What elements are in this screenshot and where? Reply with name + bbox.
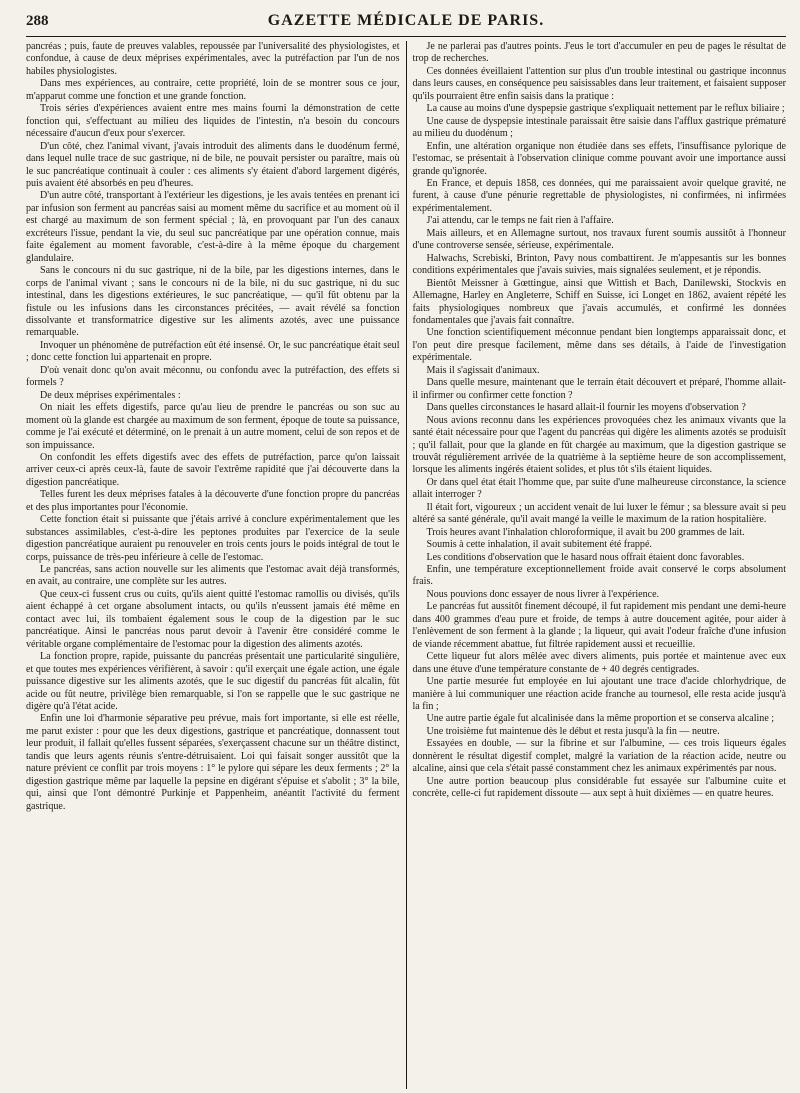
- paragraph: Nous avions reconnu dans les expériences provoquées chez les animaux vivants que la santé était nécessaire pour que l'agent du pancréas qui digère les aliments azotés se produisît ; qu'il fallait, pour que la glande en fût chargée au maximum, que la digestion gastrique se trouvât régulièrement arrivée de la quatrième à la septième heure de son accomplissement, lorsque les aliments ingérés étaient solides, et plus tôt s'ils étaient liquides.: [412, 414, 786, 476]
- paragraph: D'où venait donc qu'on avait méconnu, ou confondu avec la putréfaction, des effets si formels ?: [26, 364, 400, 389]
- page-header: [26, 12, 786, 37]
- left-column: [26, 41, 406, 1089]
- paragraph: Dans quelles circonstances le hasard allait-il fournir les moyens d'observation ?: [426, 402, 746, 414]
- paragraph: Une autre partie égale fut alcalinisée dans la même proportion et se conserva alcaline ;: [426, 713, 775, 725]
- right-column: [407, 41, 787, 1089]
- paragraph: Enfin une loi d'harmonie séparative peu prévue, mais fort importante, si elle est réelle, me parut exister : pour que les deux digestions, gastrique et pancréatique, donnassent tout leur produit, il fallait qu'elles fussent séparées, s'exerçassent chacune sur un théâtre distinct, tandis que leurs agents réunis s'entre-détruisaient. Loi qui faisait songer aussitôt que la nature prévient ce conflit par trois moyens : 1° le pylore qui sépare les deux ferments ; 2° la digestion gastrique même par laquelle la pepsine en digérant s'épuise et s'abolit ; 3° la bile, qui, ainsi que l'ont démontré Purkinje et Pappenheim, anéantit l'activité du ferment gastrique.: [26, 713, 400, 812]
- paragraph: Une fonction scientifiquement méconnue pendant bien longtemps apparaissait donc, et l'on peut dire presque facilement, même dans ses détails, à l'aide de l'investigation expérimentale.: [412, 327, 786, 364]
- paragraph: Que ceux-ci fussent crus ou cuits, qu'ils aient quitté l'estomac ramollis ou divisés, qu'ils aient échappé à cet organe absolument intacts, ou qu'ils n'eussent jamais été même en contact avec lui, ils tombaient également sous le coup de la digestion par le suc pancréatique. Ainsi le pancréas nous parut devoir à l'avenir être considéré comme le véritable organe complémentaire de l'estomac pour la digestion des aliments azotés.: [26, 588, 400, 650]
- text-columns: [26, 41, 786, 1089]
- paragraph: Essayées en double, — sur la fibrine et sur l'albumine, — ces trois liqueurs égales donnèrent le résultat digestif complet, malgré la variation de la réaction acide, neutre ou alcaline, ainsi que cela s'était passé constamment chez les animaux expérimentés par nous.: [412, 738, 786, 775]
- paragraph: pancréas ; puis, faute de preuves valables, repoussée par l'universalité des physiologistes, et confondue, à cause de deux méprises expérimentales, avec la putréfaction par l'un de nos habiles physiologistes.: [26, 41, 400, 77]
- paragraph: Or dans quel état était l'homme que, par suite d'une malheureuse circonstance, la science allait interroger ?: [412, 476, 786, 501]
- paragraph: Cette liqueur fut alors mêlée avec divers aliments, puis portée et maintenue avec eux dans une étuve d'une température constante de + 40 degrés centigrades.: [412, 651, 786, 675]
- paragraph: J'ai attendu, car le temps ne fait rien à l'affaire.: [426, 215, 614, 227]
- paragraph: On niait les effets digestifs, parce qu'au lieu de prendre le pancréas ou son suc au moment où la glande est chargée au maximum de son ferment, époque de toute sa puissance, comme je l'ai exécuté et déterminé, on le prenait à un autre moment, celui de son repos et de son impuissance.: [26, 402, 400, 451]
- paragraph: D'un côté, chez l'animal vivant, j'avais introduit des aliments dans le duodénum fermé, dans lequel nulle trace de suc gastrique, ni de bile, ne pouvait persister ou paraître, mais où le suc pancréatique continuait à couler : ces aliments s'y étaient d'abord largement digérés, puis avaient été absorbés en peu d'heures.: [26, 140, 400, 189]
- paragraph: Le pancréas fut aussitôt finement découpé, il fut rapidement mis pendant une demi-heure dans 400 grammes d'eau pure et froide, de temps à autre doucement agitée, pour aider à l'enlèvement de son ferment à la glande ; la liqueur, qui avait l'odeur fraîche d'une infusion de viande récemment abattue, fut filtrée rapidement aussi et recueillie.: [412, 601, 786, 650]
- paragraph: Telles furent les deux méprises fatales à la découverte d'une fonction propre du pancréas et des plus importantes pour l'économie.: [26, 489, 400, 513]
- paragraph: Mais il s'agissait d'animaux.: [426, 364, 540, 376]
- paragraph: Trois séries d'expériences avaient entre mes mains fourni la démonstration de cette fonction qui, s'effectuant au milieu des liquides de l'intestin, n'a besoin du concours nécessaire d'aucun d'eux pour s'exercer.: [26, 103, 400, 140]
- paragraph: Cette fonction était si puissante que j'étais arrivé à conclure expérimentalement que les substances assimilables, c'est-à-dire les peptones produites par l'exercice de la seule digestion pancréatique auraient pu renouveler en trois cents jours le poids intégral de tout le corps, puissance de très-peu inférieure à celle de l'estomac.: [26, 514, 400, 563]
- paragraph: Il était fort, vigoureux ; un accident venait de lui luxer le fémur ; sa blessure avait si peu altéré sa santé générale, qu'il avait mangé la veille le maximum de la ration hospitalière.: [412, 501, 786, 526]
- paragraph: Soumis à cette inhalation, il avait subitement été frappé.: [426, 539, 652, 551]
- paragraph: La cause au moins d'une dyspepsie gastrique s'expliquait nettement par le reflux biliaire ;: [426, 103, 785, 115]
- paragraph: Je ne parlerai pas d'autres points. J'eus le tort d'accumuler en peu de pages le résultat de trop de recherches.: [412, 41, 786, 65]
- paragraph: Ces données éveillaient l'attention sur plus d'un trouble intestinal ou gastrique inconnus dans leurs causes, en conséquence peu saisissables dans leur traitement, et faisaient supposer qu'ils pourraient être enfin saisis dans la pratique :: [412, 65, 786, 102]
- paragraph: Enfin, une température exceptionnellement froide avait conservé le corps absolument frais.: [412, 564, 786, 588]
- paragraph: Dans mes expériences, au contraire, cette propriété, loin de se montrer sous ce jour, m'apparut comme une fonction et une grande fonction.: [26, 78, 400, 102]
- paragraph: De deux méprises expérimentales :: [40, 389, 181, 401]
- paragraph: La fonction propre, rapide, puissante du pancréas présentait une particularité singulière, et que toutes mes expériences vérifièrent, à savoir : qu'il exerçait une égale action, une égale puissance digestive sur les aliments azotés, que le suc digestif du pancréas fût alcalin, fût acide ou fût neutre, privilège bien remarquable, si l'on se rappelle que le suc gastrique ne digère qu'à l'état acide.: [26, 651, 400, 713]
- paragraph: Le pancréas, sans action nouvelle sur les aliments que l'estomac avait déjà transformés, en avait, au contraire, une complète sur les autres.: [26, 564, 400, 588]
- paragraph: Les conditions d'observation que le hasard nous offrait étaient donc favorables.: [426, 551, 745, 563]
- paragraph: En France, et depuis 1858, ces données, qui me paraissaient avoir quelque gravité, ne furent, à cause d'une pénurie regrettable de physiologistes, ni confirmées, ni infirmées expérimentalement.: [412, 177, 786, 214]
- paragraph: Invoquer un phénomène de putréfaction eût été insensé. Or, le suc pancréatique était seul ; donc cette fonction lui appartenait en propre.: [26, 339, 400, 364]
- paragraph: Halwachs, Screbiski, Brinton, Pavy nous combattirent. Je m'appesantis sur les bonnes conditions expérimentales que j'avais suivies, mais signalées seulement, et je répondis.: [412, 252, 786, 277]
- paragraph: Une autre portion beaucoup plus considérable fut essayée sur l'albumine cuite et concrète, celle-ci fut rapidement dissoute — aux sept à huit dixièmes — en quatre heures.: [412, 775, 786, 800]
- paragraph: Trois heures avant l'inhalation chloroformique, il avait bu 200 grammes de lait.: [426, 526, 745, 538]
- paragraph: Une cause de dyspepsie intestinale paraissait être saisie dans l'afflux gastrique prématuré au milieu du duodénum ;: [412, 115, 786, 140]
- paragraph: Sans le concours ni du suc gastrique, ni de la bile, par les digestions internes, dans le corps de l'animal vivant ; sans le concours ni de la bile, ni du suc gastrique, ni du suc intestinal, dans les digestions extérieures, le suc pancréatique, — qu'il fût obtenu par la fistule ou les infusions dans les circonstances précitées, — avait révélé sa fonction dissolvante et transformatrice digestive sur les aliments azotés, avec une puissance remarquable.: [26, 265, 400, 339]
- journal-title: GAZETTE MÉDICALE DE PARIS.: [267, 12, 545, 29]
- paragraph: Une troisième fut maintenue dès le début et resta jusqu'à la fin — neutre.: [426, 725, 720, 737]
- paragraph: Une partie mesurée fut employée en lui ajoutant une trace d'acide chlorhydrique, de manière à lui communiquer une réaction acide franche au tournesol, elle resta acide jusqu'à la fin ;: [412, 676, 786, 713]
- paragraph: Dans quelle mesure, maintenant que le terrain était découvert et préparé, l'homme allait-il infirmer ou confirmer cette fonction ?: [412, 377, 786, 401]
- paragraph: Bientôt Meissner à Gœttingue, ainsi que Wittish et Bach, Danilewski, Stockvis en Allemagne, Harley en Angleterre, Schiff en Suisse, ici Longet en 1862, avaient répété les faits physiologiques nombreux que j'avais accumulés, et confirmé les données fondamentales que j'avais fait connaître.: [412, 277, 786, 326]
- page-number: 288: [26, 13, 49, 29]
- paragraph: On confondit les effets digestifs avec des effets de putréfaction, parce qu'on laissait arriver ceux-ci après ceux-là, faute de savoir l'extrême rapidité que j'ai découverte dans la digestion pancréatique.: [26, 451, 400, 488]
- paragraph: Mais ailleurs, et en Allemagne surtout, nos travaux furent soumis aussitôt à l'honneur d'une controverse sensée, sérieuse, expérimentale.: [412, 227, 786, 252]
- paragraph: Enfin, une altération organique non étudiée dans ses effets, l'insuffisance pylorique de l'estomac, se présentait à l'observation clinique comme pouvant avoir une importance aussi grande qu'ignorée.: [412, 140, 786, 177]
- paragraph: D'un autre côté, transportant à l'extérieur les digestions, je les avais tentées en prenant ici par infusion son ferment au pancréas saisi au moment même du sacrifice et au moment où il est chargé au maximum de son ferment spécial ; là, en provoquant par l'un des canaux excréteurs l'issue, pendant la vie, du seul suc pancréatique par une opération connue, mais faite également au moment favorable, c'est-à-dire à la même époque du chargement glandulaire.: [26, 190, 400, 264]
- paragraph: Nous pouvions donc essayer de nous livrer à l'expérience.: [426, 588, 660, 600]
